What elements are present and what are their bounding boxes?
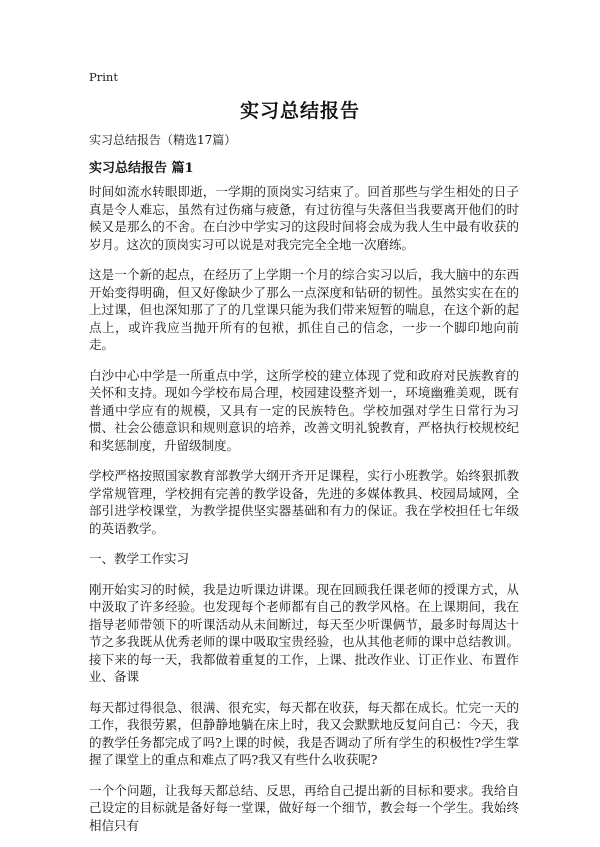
paragraph: 时间如流水转眼即逝，一学期的顶岗实习结束了。回首那些与学生相处的日子真是令人难忘，虽然有过伤痛与疲惫，有过彷徨与失落但当我要离开他们的时候又是那么的不舍。在白沙中学实习的这段时间将会成为我人生中最有收获的岁月。这次的顶岗实习可以说是对我完完全全地一次磨练。: [89, 184, 519, 252]
paragraph: 每天都过得很急、很满、很充实，每天都在收获，每天都在成长。忙完一天的工作，我很劳累，但静静地躺在床上时，我又会默默地反复问自己：今天，我的教学任务都完成了吗?上课的时候，我是否调动了所有学生的积极性?学生掌握了课堂上的重点和难点了吗?我又有些什么收获呢?: [89, 699, 519, 767]
paragraph: 一个个问题，让我每天都总结、反思，再给自己提出新的目标和要求。我给自己设定的目标就是备好每一堂课，做好每一个细节，教会每一个学生。我始终相信只有: [89, 782, 519, 833]
subsection-heading: 一、教学工作实习: [89, 551, 190, 566]
paragraph: 白沙中心中学是一所重点中学，这所学校的建立体现了党和政府对民族教育的关怀和支持。现如今学校布局合理，校园建设整齐划一，环境幽雅美观，既有普通中学应有的规模，又具有一定的民族特色。学校加强对学生日常行为习惯、社会公德意识和规则意识的培养，改善文明礼貌教育，严格执行校规校纪和奖惩制度，升留级制度。: [89, 367, 519, 453]
section-heading: 实习总结报告 篇1: [89, 161, 194, 176]
document-body: [89, 183, 519, 847]
paragraph: 学校严格按照国家教育部教学大纲开齐开足课程，实行小班教学。始终狠抓教学常规管理，学校拥有完善的教学设备，先进的多媒体教具、校园局域网，全部引进学校课堂，为教学提供坚实器基础和有力的保证。我在学校担任七年级的英语教学。: [89, 468, 519, 536]
paragraph: 刚开始实习的时候，我是边听课边讲课。现在回顾我任课老师的授课方式，从中汲取了许多经验。也发现每个老师都有自己的教学风格。在上课期间，我在指导老师带领下的听课活动从未间断过，每天至少听课俩节，最多时每周达十节之多我既从优秀老师的课中吸取宝贵经验，也从其他老师的课中总结教训。接下来的每一天，我都做着重复的工作，上课、批改作业、订正作业、布置作业、备课: [89, 581, 519, 684]
paragraph: 这是一个新的起点，在经历了上学期一个月的综合实习以后，我大脑中的东西开始变得明确，但又好像缺少了那么一点深度和钻研的韧性。虽然实实在在的上过课，但也深知那了了的几堂课只能为我们带来短暂的喘息，在这个新的起点上，或许我应当抛开所有的包袱，抓住自己的信念，一步一个脚印地向前走。: [89, 267, 519, 352]
page-title: 实习总结报告: [239, 100, 360, 122]
print-link[interactable]: Print: [89, 70, 118, 84]
document-subtitle: 实习总结报告（精选17篇）: [89, 133, 237, 147]
